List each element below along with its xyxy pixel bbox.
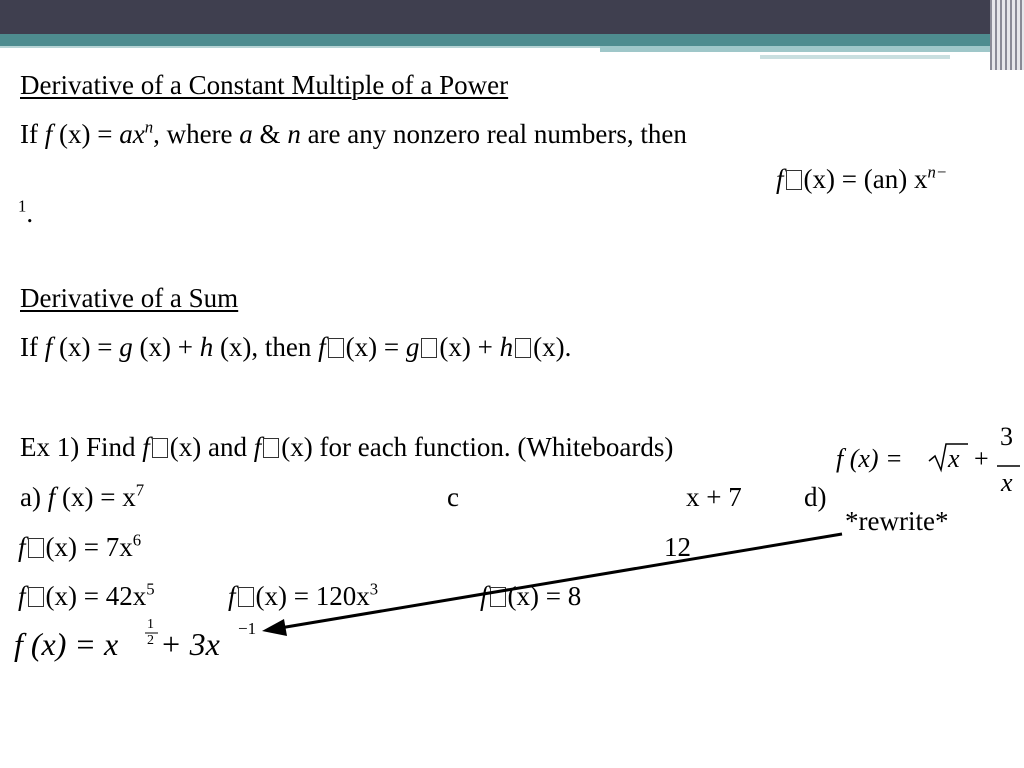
rewritten-plus-3x: + 3x <box>160 626 220 662</box>
text-f: f <box>480 581 488 611</box>
text-h: h <box>199 332 214 362</box>
text-eq: (x) = x <box>55 482 136 512</box>
text-x: (x) + <box>439 332 500 362</box>
part-c-label: c <box>447 482 459 512</box>
part-d-label: d) <box>804 482 827 512</box>
text-x: (x). <box>533 332 572 362</box>
text-exponent: n− <box>927 162 948 182</box>
text-g: g <box>119 332 133 362</box>
rewrite-arrow-line <box>280 534 842 628</box>
text-and: (x) and <box>169 432 254 462</box>
rewritten-half-num: 1 <box>147 617 154 632</box>
text-exponent: 3 <box>369 579 379 599</box>
rewritten-half-den: 2 <box>147 633 154 648</box>
text-f: f <box>776 164 784 194</box>
text-x: (x) = <box>345 332 406 362</box>
rhs-fraction-num: 3 <box>1000 422 1013 451</box>
text-f: f <box>228 581 236 611</box>
text-find: Ex 1) Find <box>20 432 143 462</box>
rewritten-exponent: −1 <box>238 619 257 638</box>
text-x: (x) + <box>132 332 200 362</box>
text-if: If <box>20 332 45 362</box>
text-f: f <box>253 432 262 462</box>
rewritten-lhs: f (x) = x <box>14 626 119 662</box>
text-label: a) <box>20 482 48 512</box>
rhs-fraction-den: x <box>1001 468 1013 497</box>
text-f: f <box>44 119 53 149</box>
text-period: . <box>26 198 34 228</box>
text-x: (x) = <box>52 332 120 362</box>
heading-derivative-of-sum: Derivative of a Sum <box>20 283 239 313</box>
text-8: (x) = 8 <box>507 581 582 611</box>
text-42x: (x) = 42x <box>45 581 147 611</box>
text-exponent-cont: 1 <box>18 196 27 216</box>
text-g: g <box>405 332 420 362</box>
text-f: f <box>47 482 56 512</box>
text-7x: (x) = 7x <box>45 532 133 562</box>
text-x: (x) = <box>52 119 120 149</box>
text-where: , where <box>153 119 240 149</box>
text-f: f <box>318 332 326 362</box>
text-h: h <box>499 332 514 362</box>
arrow-head-icon <box>262 619 287 636</box>
text-then: (x), then <box>213 332 319 362</box>
rhs-plus: + <box>974 444 989 473</box>
text-ax: ax <box>119 119 145 149</box>
text-f: f <box>18 532 26 562</box>
text-an-x: (x) = (an) x <box>803 164 928 194</box>
rhs-radicand: x <box>948 444 960 473</box>
text-exponent: 6 <box>132 530 142 550</box>
text-whiteboards: (x) for each function. (Whiteboards) <box>281 432 674 462</box>
text-if: If <box>20 119 45 149</box>
text-n: n <box>287 119 301 149</box>
text-exponent: 5 <box>146 579 155 599</box>
text-f: f <box>18 581 26 611</box>
text-n-exponent: n <box>144 117 154 137</box>
text-f: f <box>44 332 53 362</box>
text-fx: f (x) = <box>836 444 903 473</box>
text-nonzero: are any nonzero real numbers, then <box>300 119 687 149</box>
text-120x: (x) = 120x <box>255 581 370 611</box>
first-derivative-c-tail: 12 <box>664 532 691 562</box>
text-amp: & <box>252 119 288 149</box>
rewrite-note: *rewrite* <box>845 506 949 536</box>
text-a: a <box>239 119 253 149</box>
heading-constant-multiple-power: Derivative of a Constant Multiple of a Power <box>20 70 509 100</box>
text-f: f <box>142 432 150 462</box>
text-exponent: 7 <box>135 480 145 500</box>
part-c-tail: x + 7 <box>686 482 742 512</box>
sqrt-sign-icon <box>929 444 968 473</box>
